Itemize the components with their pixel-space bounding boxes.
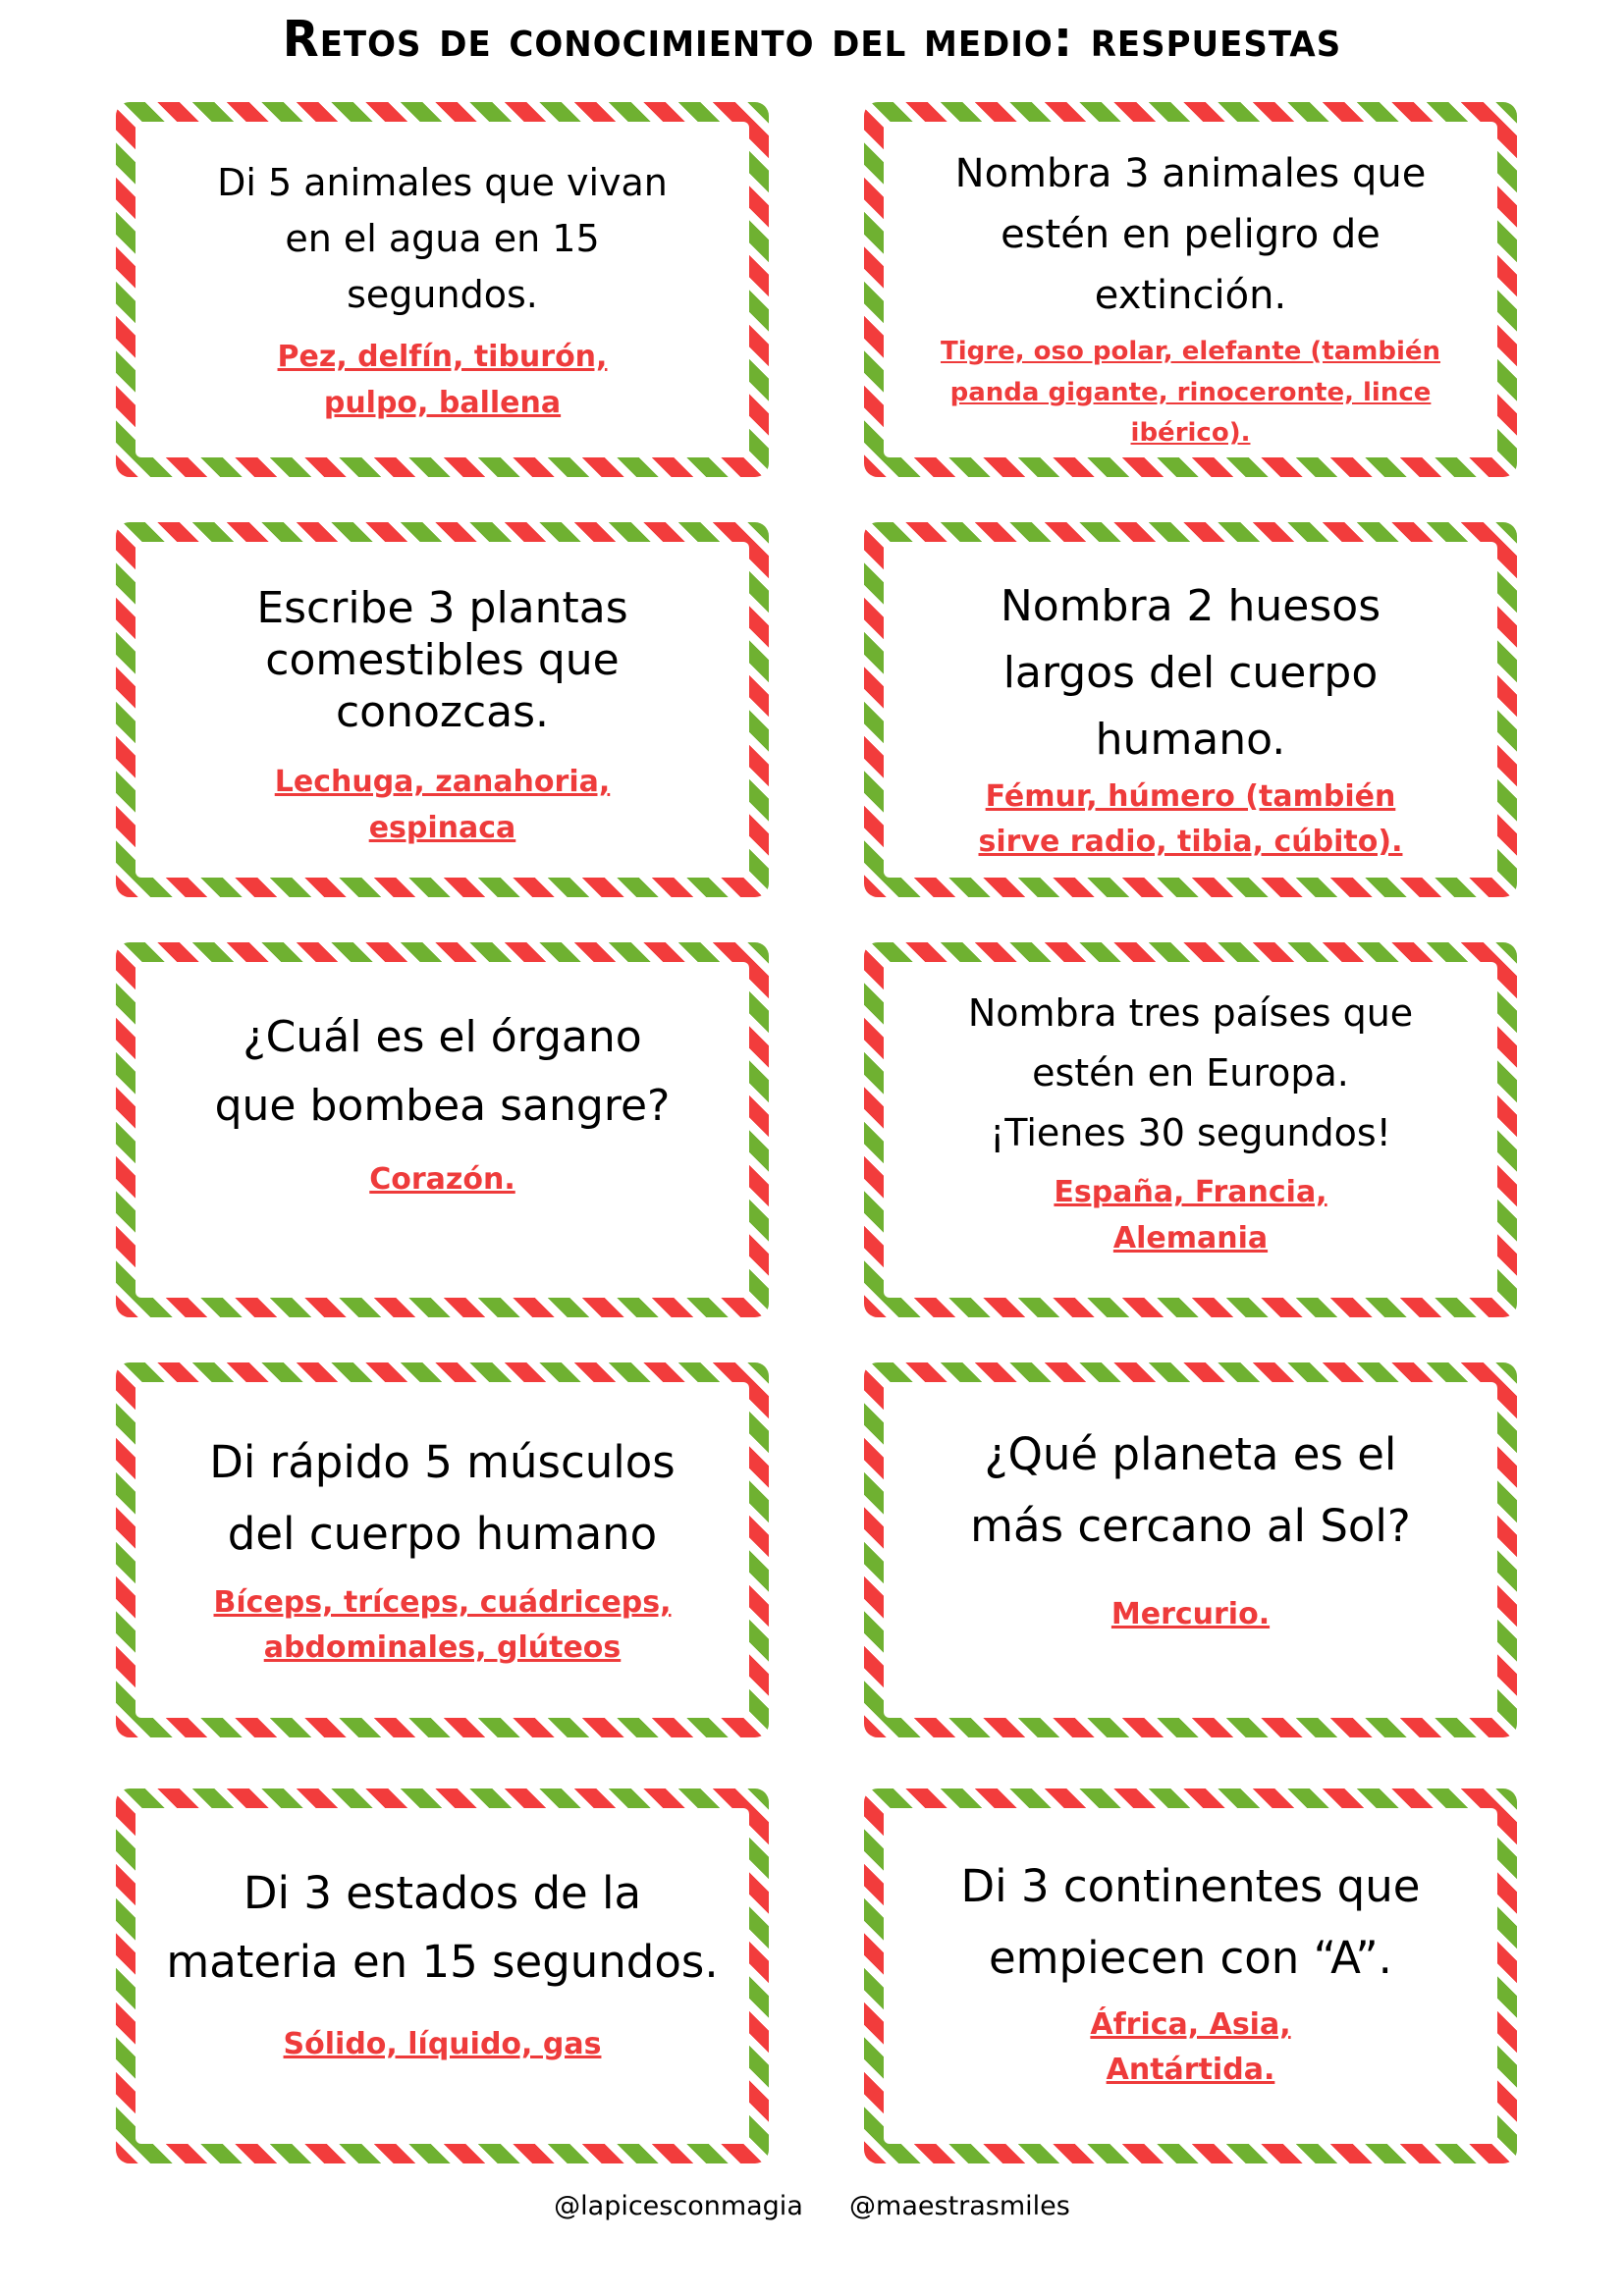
challenge-card (116, 102, 769, 477)
card-body (884, 542, 1497, 878)
card-question: Di 3 continentes que empiecen con “A”. (960, 1860, 1421, 1984)
card-body (135, 542, 749, 878)
footer-handle-maestrasmiles: @maestrasmiles (849, 2191, 1070, 2221)
card-body (884, 122, 1497, 457)
card-question: Escribe 3 plantas comestibles que conozcas. (256, 583, 628, 737)
card-body (135, 1382, 749, 1718)
card-body (884, 1382, 1497, 1718)
card-question: Nombra 3 animales que estén en peligro de extinción. (954, 151, 1427, 318)
footer-handle-lapicesconmagia: @lapicesconmagia (554, 2191, 803, 2221)
challenge-card (116, 1362, 769, 1737)
card-answer: España, Francia, Alemania (1054, 1175, 1327, 1255)
card-question: Di 5 animales que vivan en el agua en 15 segundos. (217, 161, 668, 316)
challenge-card (864, 1789, 1517, 2163)
card-question: ¿Qué planeta es el más cercano al Sol? (970, 1428, 1411, 1552)
card-answer: Tigre, oso polar, elefante (también panda gigante, rinoceronte, lince ibérico). (940, 337, 1441, 449)
card-question: ¿Cuál es el órgano que bombea sangre? (214, 1012, 671, 1132)
card-answer: África, Asia, Antártida. (1090, 2006, 1291, 2088)
card-question: Di 3 estados de la materia en 15 segundos. (166, 1867, 719, 1988)
page-title: Retos de conocimiento del medio: respuestas (282, 10, 1342, 69)
challenge-card (116, 942, 769, 1317)
card-body (135, 962, 749, 1298)
challenge-card (864, 522, 1517, 897)
card-answer: Mercurio. (1110, 1596, 1271, 1631)
card-answer: Pez, delfín, tiburón, pulpo, ballena (277, 340, 608, 420)
card-body (884, 962, 1497, 1298)
card-body (135, 122, 749, 457)
challenge-card (864, 1362, 1517, 1737)
card-answer: Bíceps, tríceps, cuádriceps, abdominales, glúteos (213, 1584, 672, 1666)
footer-credits (0, 2191, 1624, 2221)
challenge-card (116, 1789, 769, 2163)
card-answer: Sólido, líquido, gas (283, 2026, 602, 2061)
card-answer: Corazón. (369, 1161, 515, 1197)
card-answer: Lechuga, zanahoria, espinaca (274, 765, 611, 845)
card-body (135, 1808, 749, 2144)
card-body (884, 1808, 1497, 2144)
card-question: Nombra tres países que estén en Europa. ¡Tienes 30 segundos! (967, 991, 1414, 1154)
challenge-card (864, 942, 1517, 1317)
card-question: Nombra 2 huesos largos del cuerpo humano. (1000, 581, 1381, 766)
card-answer: Fémur, húmero (también sirve radio, tibia, cúbito). (978, 778, 1403, 860)
challenge-card (864, 102, 1517, 477)
challenge-card (116, 522, 769, 897)
card-question: Di rápido 5 músculos del cuerpo humano (209, 1436, 676, 1560)
